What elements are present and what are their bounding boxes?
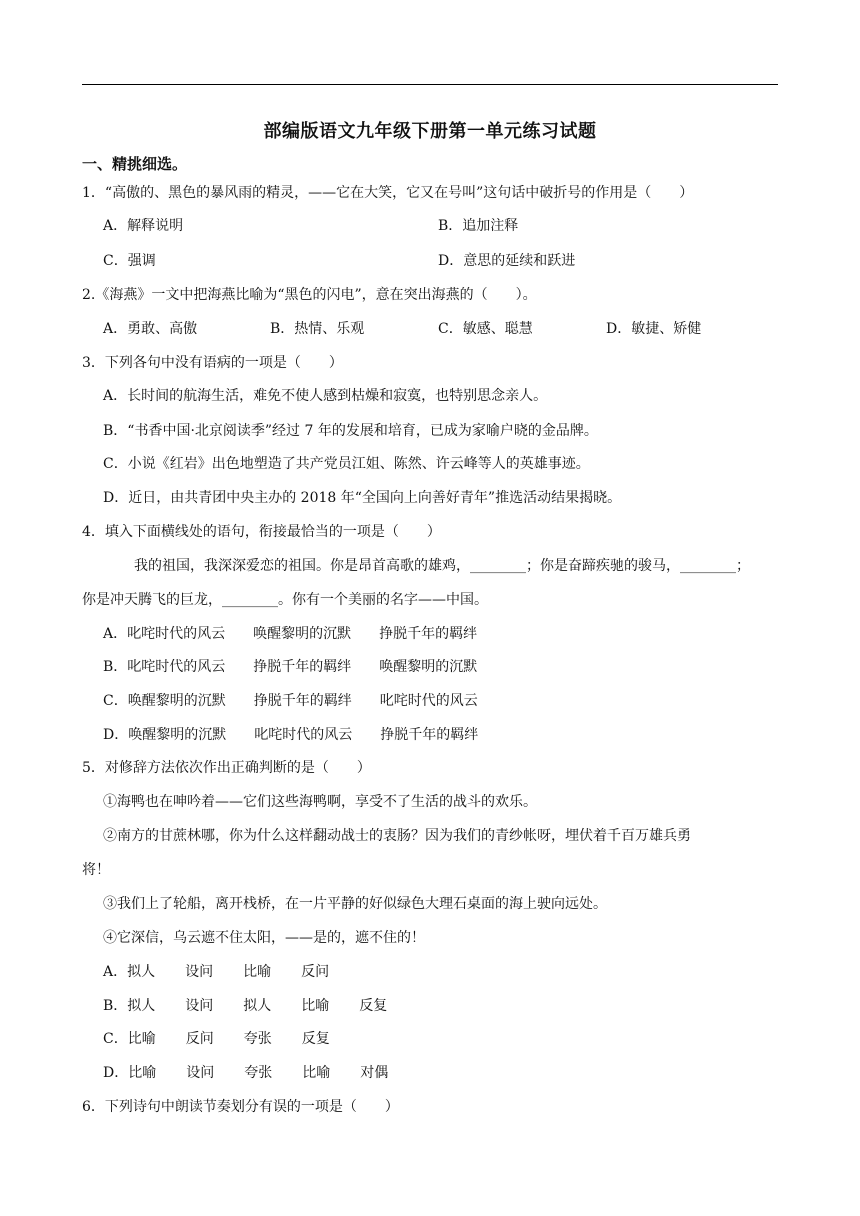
question-6-stem: 6．下列诗句中朗读节奏划分有误的一项是（ ） — [82, 1099, 399, 1115]
question-4-option-c — [103, 691, 478, 711]
question-4-passage-line-2: 你是冲天腾飞的巨龙，________。你有一个美丽的名字——中国。 — [82, 592, 488, 608]
question-1-option-a: A．解释说明 — [103, 218, 184, 234]
question-5-option-d — [103, 1063, 388, 1083]
option-phrase: 唤醒黎明的沉默 — [253, 626, 352, 642]
option-label: B． — [103, 998, 128, 1014]
question-4-stem: 4．填入下面横线处的语句，衔接最恰当的一项是（ ） — [82, 524, 441, 540]
option-label: A． — [103, 964, 128, 980]
option-term: 对偶 — [360, 1065, 389, 1081]
question-3-option-c: C．小说《红岩》出色地塑造了共产党员江姐、陈然、许云峰等人的英雄事迹。 — [103, 456, 590, 472]
question-5-sentence-4: ④它深信，乌云遮不住太阳，——是的，遮不住的！ — [103, 930, 425, 946]
option-phrase: 唤醒黎明的沉默 — [128, 727, 227, 743]
option-phrase: 唤醒黎明的沉默 — [127, 693, 226, 709]
option-term: 设问 — [185, 964, 214, 980]
option-term: 反问 — [185, 1031, 214, 1047]
option-phrase: 叱咤时代的风云 — [254, 727, 353, 743]
option-label: D． — [103, 1065, 129, 1081]
question-1-option-b: B．追加注释 — [438, 218, 519, 234]
option-phrase: 挣脱千年的羁绊 — [379, 626, 478, 642]
option-phrase: 叱咤时代的风云 — [127, 626, 226, 642]
question-2-option-b: B．热情、乐观 — [270, 321, 365, 337]
header-rule — [82, 84, 778, 85]
question-2-option-c: C．敏感、聪慧 — [438, 321, 533, 337]
option-term: 反问 — [301, 964, 330, 980]
question-5-option-b — [103, 996, 387, 1016]
question-3-option-b: B．“书香中国·北京阅读季”经过 7 年的发展和培育，已成为家喻户晓的金品牌。 — [103, 423, 598, 439]
question-5-sentence-2-continued: 将！ — [82, 862, 110, 878]
question-4-passage-line-1: 我的祖国，我深深爱恋的祖国。你是昂首高歌的雄鸡，________；你是奋蹄疾驰的骏马，________； — [134, 558, 750, 574]
question-5-stem: 5．对修辞方法依次作出正确判断的是（ ） — [82, 760, 371, 776]
question-1-stem: 1．“高傲的、黑色的暴风雨的精灵，——它在大笑，它又在号叫”这句话中破折号的作用是（ ） — [82, 185, 694, 201]
option-term: 比喻 — [301, 998, 330, 1014]
option-term: 拟人 — [127, 998, 156, 1014]
question-4-option-a — [103, 624, 477, 644]
option-term: 夸张 — [244, 1065, 273, 1081]
question-5-sentence-1: ①海鸭也在呻吟着——它们这些海鸭啊，享受不了生活的战斗的欢乐。 — [103, 794, 537, 810]
option-term: 反复 — [301, 1031, 330, 1047]
question-1-option-d: D．意思的延续和跃进 — [438, 253, 576, 269]
option-phrase: 唤醒黎明的沉默 — [379, 659, 478, 675]
option-term: 比喻 — [243, 964, 272, 980]
page-title: 部编版语文九年级下册第一单元练习试题 — [263, 121, 597, 142]
option-term: 设问 — [185, 998, 214, 1014]
option-label: C． — [103, 1031, 128, 1047]
option-term: 比喻 — [128, 1065, 157, 1081]
option-term: 夸张 — [243, 1031, 272, 1047]
option-phrase: 挣脱千年的羁绊 — [253, 693, 352, 709]
question-1-option-c: C．强调 — [103, 253, 156, 269]
option-term: 反复 — [359, 998, 388, 1014]
option-label: C． — [103, 693, 128, 709]
option-term: 拟人 — [243, 998, 272, 1014]
question-5-option-a — [103, 962, 329, 982]
question-5-sentence-3: ③我们上了轮船，离开栈桥，在一片平静的好似绿色大理石桌面的海上驶向远处。 — [103, 896, 607, 912]
option-term: 设问 — [186, 1065, 215, 1081]
question-3-stem: 3．下列各句中没有语病的一项是（ ） — [82, 355, 343, 371]
option-phrase: 挣脱千年的羁绊 — [253, 659, 352, 675]
question-5-sentence-2: ②南方的甘蔗林哪，你为什么这样翻动战士的衷肠？因为我们的青纱帐呀，埋伏着千百万雄兵勇 — [103, 828, 691, 844]
question-3-option-a: A．长时间的航海生活，难免不使人感到枯燥和寂寞，也特别思念亲人。 — [103, 388, 548, 404]
option-phrase: 叱咤时代的风云 — [127, 659, 226, 675]
question-4-option-d — [103, 725, 478, 745]
question-2-option-d: D．敏捷、矫健 — [606, 321, 702, 337]
question-2-stem: 2.《海燕》一文中把海燕比喻为“黑色的闪电”，意在突出海燕的（ ）。 — [82, 287, 537, 303]
option-phrase: 挣脱千年的羁绊 — [380, 727, 479, 743]
section-heading: 一、精挑细选。 — [82, 155, 188, 173]
option-label: D． — [103, 727, 129, 743]
option-phrase: 叱咤时代的风云 — [379, 693, 478, 709]
question-4-option-b — [103, 657, 477, 677]
option-label: A． — [103, 626, 128, 642]
option-term: 比喻 — [127, 1031, 156, 1047]
question-2-option-a: A．勇敢、高傲 — [103, 321, 198, 337]
option-label: B． — [103, 659, 128, 675]
question-5-option-c — [103, 1029, 330, 1049]
option-term: 拟人 — [127, 964, 156, 980]
option-term: 比喻 — [302, 1065, 331, 1081]
question-3-option-d: D．近日，由共青团中央主办的 2018 年“全国向上向善好青年”推选活动结果揭晓。 — [103, 490, 622, 506]
